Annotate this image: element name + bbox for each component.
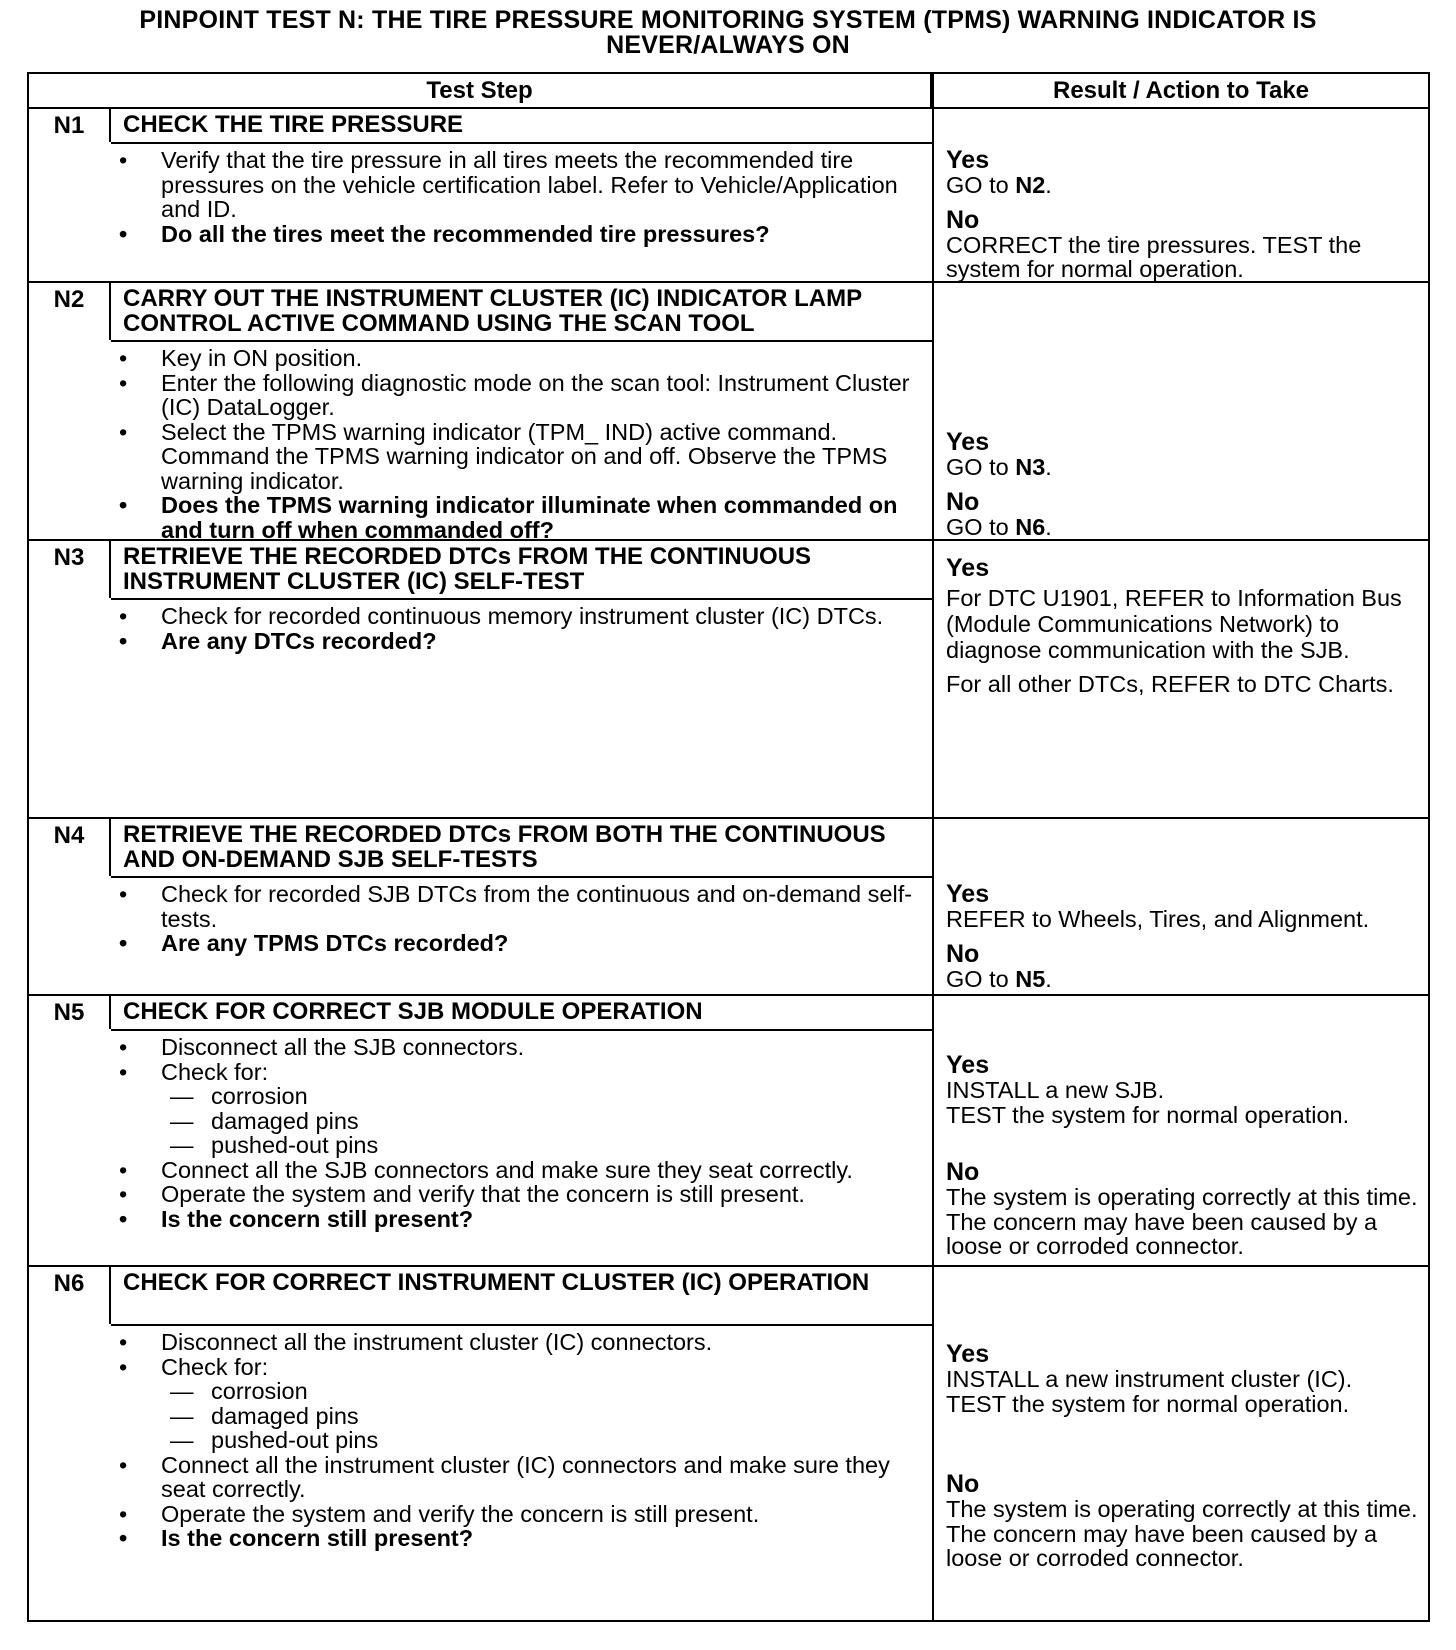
step-id: N1 [29,109,111,142]
step-row-n3 [29,541,1430,819]
instruction-text: Select the TPMS warning indicator (TPM_ IND) active command. Command the TPMS warning indicator on and off. Observe the TPMS warning indicator. [161,418,888,494]
instruction-list [29,148,932,246]
instruction-text: Check for recorded SJB DTCs from the continuous and on-demand self-tests. [161,881,913,932]
yes-label: Yes [946,880,990,908]
instruction-list [29,346,932,542]
list-item [29,1526,932,1551]
bullet-icon: • [119,492,128,518]
bullet-icon: • [119,1181,128,1207]
no-action [946,515,1422,540]
bullet-icon: • [119,627,128,654]
instruction-text: damaged pins [211,1107,359,1134]
bullet-icon: • [119,930,128,956]
instruction-text: damaged pins [211,1402,359,1429]
instruction-text: Key in ON position. [161,345,363,371]
goto-step-link[interactable]: N3 [1015,454,1046,480]
step-id: N3 [29,541,111,598]
step-title: RETRIEVE THE RECORDED DTCs FROM BOTH THE CONTINUOUS AND ON-DEMAND SJB SELF-TESTS [111,819,932,878]
no-label: No [946,487,980,516]
bullet-icon: • [119,1058,128,1085]
list-item [29,1035,932,1060]
title-line-2: NEVER/ALWAYS ON [606,31,850,59]
instruction-text: Operate the system and verify that the concern is still present. [161,1181,805,1207]
yes-label: Yes [946,146,990,174]
instruction-text: Connect all the instrument cluster (IC) connectors and make sure they seat correctly. [161,1451,890,1502]
step-id: N4 [29,819,111,876]
bullet-icon: • [119,1353,128,1380]
list-item [29,1060,932,1085]
yes-action-prefix: GO to [946,172,1016,198]
bullet-icon: • [119,1329,128,1355]
bullet-icon: • [119,1451,128,1478]
step-result [934,429,1430,539]
yes-action [946,455,1422,480]
yes-action [946,173,1422,198]
step-result [934,881,1430,991]
step-instructions [29,346,932,542]
dash-icon: — [170,1107,194,1134]
instruction-text: Verify that the tire pressure in all tires meets the recommended tire pressures on the vehicle certification label. Refer to Vehicle/Application and ID. [161,147,898,222]
spacer [946,1127,1422,1159]
instruction-text: Disconnect all the SJB connectors. [161,1034,525,1060]
yes-action-secondary: TEST the system for normal operation. [946,1390,1350,1417]
step-row-n2 [29,283,1430,541]
instruction-text: Connect all the SJB connectors and make sure they seat correctly. [161,1156,853,1183]
instruction-list [29,882,932,956]
step-title: CARRY OUT THE INSTRUMENT CLUSTER (IC) INDICATOR LAMP CONTROL ACTIVE COMMAND USING THE SCAN TOOL [111,283,932,342]
instruction-text: pushed-out pins [211,1132,379,1158]
list-item [29,1428,932,1453]
list-item [29,1109,932,1134]
no-label: No [946,205,980,234]
yes-label: Yes [946,428,990,456]
step-result [934,555,1430,701]
step-row-n4 [29,819,1430,996]
yes-action-suffix: . [1045,454,1052,480]
step-result [934,1052,1430,1259]
list-item [29,1207,932,1232]
dash-icon: — [170,1132,194,1158]
step-row-n6 [29,1267,1430,1620]
list-item [29,371,932,420]
title-line-1: PINPOINT TEST N: THE TIRE PRESSURE MONITORING SYSTEM (TPMS) WARNING INDICATOR IS [139,6,1317,34]
question-text: Is the concern still present? [161,1525,474,1551]
list-item [29,222,932,247]
bullet-icon: • [119,1034,128,1060]
step-title: CHECK THE TIRE PRESSURE [111,109,932,144]
step-instructions [29,1330,932,1551]
list-item [29,882,932,931]
list-item [29,346,932,371]
bullet-icon: • [119,881,128,907]
spacer [946,480,1422,489]
list-item [29,493,932,542]
yes-action: REFER to Wheels, Tires, and Alignment. [946,906,1370,932]
instruction-text: Check for recorded continuous memory instrument cluster (IC) DTCs. [161,603,884,629]
instruction-text: Enter the following diagnostic mode on the scan tool: Instrument Cluster (IC) DataLogger. [161,369,910,420]
list-item [29,1133,932,1158]
page-title [27,8,1429,58]
bullet-icon: • [119,1205,128,1232]
bullet-icon: • [119,1156,128,1183]
list-item [29,1379,932,1404]
spacer [946,1416,1422,1471]
pinpoint-test-table [27,72,1430,1622]
yes-action-secondary: TEST the system for normal operation. [946,1101,1350,1128]
instruction-text: Check for: [161,1353,269,1380]
instruction-text: pushed-out pins [211,1427,379,1453]
goto-step-link[interactable]: N2 [1015,172,1046,198]
question-text: Are any TPMS DTCs recorded? [161,930,509,956]
no-action: CORRECT the tire pressures. TEST the system for normal operation. [946,231,1362,282]
step-result [934,147,1430,282]
bullet-icon: • [119,418,128,445]
step-title: CHECK FOR CORRECT SJB MODULE OPERATION [111,996,932,1031]
no-action: The system is operating correctly at this time. The concern may have been caused by a loose or corroded connector. [946,1184,1418,1259]
question-text: Does the TPMS warning indicator illuminate when commanded on and turn off when commanded off? [161,492,898,543]
question-text: Is the concern still present? [161,1205,474,1232]
step-instructions [29,604,932,653]
list-item [29,1355,932,1380]
yes-action: For DTC U1901, REFER to Information Bus (Module Communications Network) to diagnose communication with the SJB. [946,585,1402,663]
bullet-icon: • [119,147,128,173]
no-action: The system is operating correctly at this time. The concern may have been caused by a loose or corroded connector. [946,1496,1418,1571]
spacer [946,932,1422,941]
goto-step-link[interactable]: N6 [1015,513,1046,540]
dash-icon: — [170,1083,194,1109]
instruction-text: Check for: [161,1058,269,1085]
no-action [946,967,1422,992]
bullet-icon: • [119,1525,128,1551]
yes-action: INSTALL a new SJB. [946,1077,1165,1103]
list-item [29,1453,932,1502]
list-item [29,629,932,654]
question-text: Do all the tires meet the recommended tire pressures? [161,220,770,247]
yes-label: Yes [946,554,990,582]
list-item [29,148,932,222]
bullet-icon: • [119,220,128,247]
goto-step-link[interactable]: N5 [1015,965,1046,992]
no-label: No [946,1470,980,1498]
list-item [29,1182,932,1207]
no-action-suffix: . [1045,513,1052,540]
no-action-suffix: . [1045,965,1052,992]
bullet-icon: • [119,345,128,371]
step-row-n1 [29,109,1430,283]
yes-action-prefix: GO to [946,454,1016,480]
instruction-list [29,1330,932,1551]
list-item [29,604,932,629]
step-title: CHECK FOR CORRECT INSTRUMENT CLUSTER (IC) OPERATION [111,1267,932,1326]
list-item [29,1404,932,1429]
step-result [934,1341,1430,1571]
instruction-text: corrosion [211,1083,308,1109]
dash-icon: — [170,1378,194,1404]
question-text: Are any DTCs recorded? [161,627,437,654]
bullet-icon: • [119,1500,128,1527]
column-header-test-step: Test Step [29,74,932,109]
instruction-text: Operate the system and verify the concern is still present. [161,1500,760,1527]
step-instructions [29,148,932,246]
yes-action-secondary: For all other DTCs, REFER to DTC Charts. [946,671,1394,697]
no-label: No [946,1158,980,1186]
spacer [946,198,1422,207]
yes-label: Yes [946,1340,990,1368]
bullet-icon: • [119,369,128,396]
instruction-list [29,1035,932,1231]
list-item [29,420,932,494]
no-action-prefix: GO to [946,965,1016,992]
step-instructions [29,882,932,956]
instruction-text: corrosion [211,1378,308,1404]
instruction-list [29,604,932,653]
yes-action-suffix: . [1045,172,1052,198]
step-id: N6 [29,1267,111,1324]
list-item [29,1084,932,1109]
no-label: No [946,939,980,968]
yes-label: Yes [946,1051,990,1079]
step-id: N2 [29,283,111,340]
list-item [29,1158,932,1183]
dash-icon: — [170,1427,194,1453]
list-item [29,1502,932,1527]
step-id: N5 [29,996,111,1029]
list-item [29,931,932,956]
step-row-n5 [29,996,1430,1267]
step-instructions [29,1035,932,1231]
column-header-result: Result / Action to Take [932,74,1430,109]
dash-icon: — [170,1402,194,1429]
yes-action: INSTALL a new instrument cluster (IC). [946,1366,1353,1392]
instruction-text: Disconnect all the instrument cluster (IC) connectors. [161,1329,713,1355]
no-action-prefix: GO to [946,513,1016,540]
bullet-icon: • [119,603,128,629]
step-title: RETRIEVE THE RECORDED DTCs FROM THE CONTINUOUS INSTRUMENT CLUSTER (IC) SELF-TEST [111,541,932,600]
list-item [29,1330,932,1355]
